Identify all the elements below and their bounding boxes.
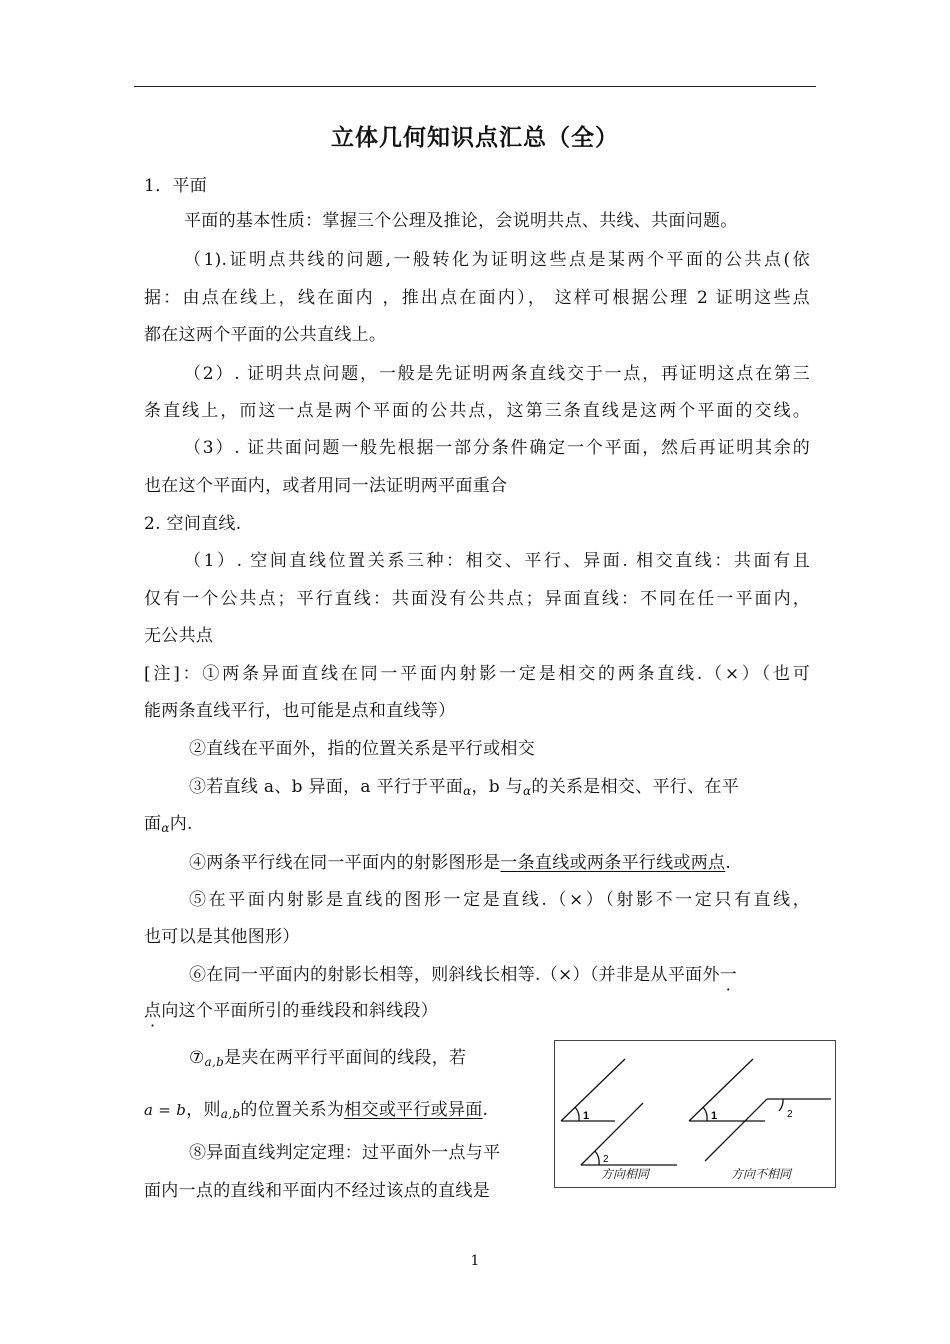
page-title: 立体几何知识点汇总（全） <box>331 125 619 151</box>
emphasis-char: 一 <box>719 965 738 985</box>
para-4-line-2: 仅有一个公共点；平行直线：共面没有公共点；异面直线：不同在任一平面内， <box>144 589 810 609</box>
right-angle-label-1: 1 <box>711 1110 718 1122</box>
note-8-line-2: 面内一点的直线和平面内不经过该点的直线是 <box>144 1181 490 1201</box>
note-6-line-2 <box>144 1000 438 1022</box>
caption-same-direction: 方向相同 <box>601 1167 650 1181</box>
note-3-text-b: ，b 与 <box>471 777 523 797</box>
para-1-line-2: 据：由点在线上，线在面内 ，推出点在面内）， 这样可根据公理 2 证明这些点 <box>144 288 810 308</box>
page-number: 1 <box>470 1253 480 1269</box>
right-angle-label-2: 2 <box>787 1109 793 1120</box>
section-1-heading: 1．平面 <box>144 176 208 196</box>
left-angle-label-2: 2 <box>603 1154 609 1165</box>
segment-ab: a,b <box>204 1055 225 1069</box>
left-ray-1b <box>561 1059 625 1121</box>
para-4-line-1: （1）. 空间直线位置关系三种：相交、平行、异面. 相交直线：共面有且 <box>184 551 810 571</box>
note-6-text: ⑥在同一平面内的射影长相等，则斜线长相等.（×）（并非是从平面外 <box>189 965 720 985</box>
para-1-line-1: （1).证明点共线的问题,一般转化为证明这些点是某两个平面的公共点(依 <box>184 250 810 270</box>
note-7-text-d: 的位置关系为 <box>240 1100 345 1120</box>
note-5-line-2: 也可以是其他图形） <box>144 927 300 947</box>
note-4 <box>189 852 731 874</box>
right-arc-1 <box>703 1107 707 1121</box>
para-4-line-3: 无公共点 <box>144 626 214 646</box>
para-3-line-2: 也在这个平面内，或者用同一法证明两平面重合 <box>144 476 508 496</box>
left-arc-1 <box>575 1107 579 1121</box>
right-ray-1b <box>689 1059 753 1121</box>
note-2: ②直线在平面外，指的位置关系是平行或相交 <box>189 739 535 759</box>
para-2-line-1: （2）. 证明共点问题，一般是先证明两条直线交于一点，再证明这点在第三 <box>184 364 810 384</box>
note-4-answer: 一条直线或两条平行线或两点 <box>500 853 726 873</box>
note-line-2: 能两条直线平行，也可能是点和直线等） <box>144 701 456 721</box>
section-2-heading: 2. 空间直线. <box>144 514 242 534</box>
note-7-marker: ⑦ <box>189 1048 205 1068</box>
alpha-symbol: α <box>161 821 170 835</box>
right-ray-2b <box>705 1099 767 1161</box>
section-1-intro: 平面的基本性质：掌握三个公理及推论，会说明共点、共线、共面问题。 <box>184 211 738 231</box>
note-3-line-1 <box>189 776 739 802</box>
figure-drawing <box>555 1041 835 1187</box>
emphasis-char: 点 <box>144 1001 162 1021</box>
note-6-text-b: 向这个平面所引的垂线段和斜线段） <box>161 1001 439 1021</box>
note-7-text: 是夹在两平行平面间的线段，若 <box>224 1048 467 1068</box>
note-7-line-1 <box>189 1047 466 1073</box>
caption-different-direction: 方向不相同 <box>731 1167 792 1181</box>
note-3-text-d: 面 <box>144 814 162 834</box>
left-angle-label-1: 1 <box>583 1110 590 1122</box>
note-3-text-a: ③若直线 a、b 异面，a 平行于平面 <box>189 777 464 797</box>
note-5-line-1: ⑤在平面内射影是直线的图形一定是直线.（×）（射影不一定只有直线， <box>189 890 810 910</box>
equation-a-eq-b: a = b <box>144 1101 187 1119</box>
para-1-line-3: 都在这两个平面的公共直线上。 <box>144 325 387 345</box>
note-3-line-2 <box>144 813 193 839</box>
note-4-text: ④两条平行线在同一平面内的射影图形是 <box>189 853 501 873</box>
note-7-period: . <box>482 1100 489 1120</box>
note-3-text-c: 的关系是相交、平行、在平 <box>531 777 739 797</box>
left-arc-2 <box>595 1151 599 1165</box>
note-7-text-c: ，则 <box>186 1100 221 1120</box>
note-line-1: [注]：①两条异面直线在同一平面内射影一定是相交的两条直线.（×）（也可 <box>144 664 810 684</box>
right-arc-2 <box>779 1099 783 1111</box>
header-rule <box>134 86 816 87</box>
angle-direction-figure <box>554 1040 836 1188</box>
note-4-period: . <box>725 853 732 873</box>
note-7-answer: 相交或平行或异面 <box>344 1100 483 1120</box>
para-3-line-1: （3）. 证共面问题一般先根据一部分条件确定一个平面，然后再证明其余的 <box>184 438 810 458</box>
note-3-text-e: 内. <box>169 814 193 834</box>
alpha-symbol: α <box>463 784 472 798</box>
segment-ab: a,b <box>220 1107 241 1121</box>
alpha-symbol: α <box>522 784 532 798</box>
left-ray-2b <box>581 1103 643 1165</box>
note-6-line-1 <box>189 964 737 986</box>
para-2-line-2: 条直线上，而这一点是两个平面的公共点，这第三条直线是这两个平面的交线。 <box>144 401 810 421</box>
note-7-line-2 <box>144 1099 488 1125</box>
note-8-line-1: ⑧异面直线判定定理：过平面外一点与平 <box>189 1143 501 1163</box>
